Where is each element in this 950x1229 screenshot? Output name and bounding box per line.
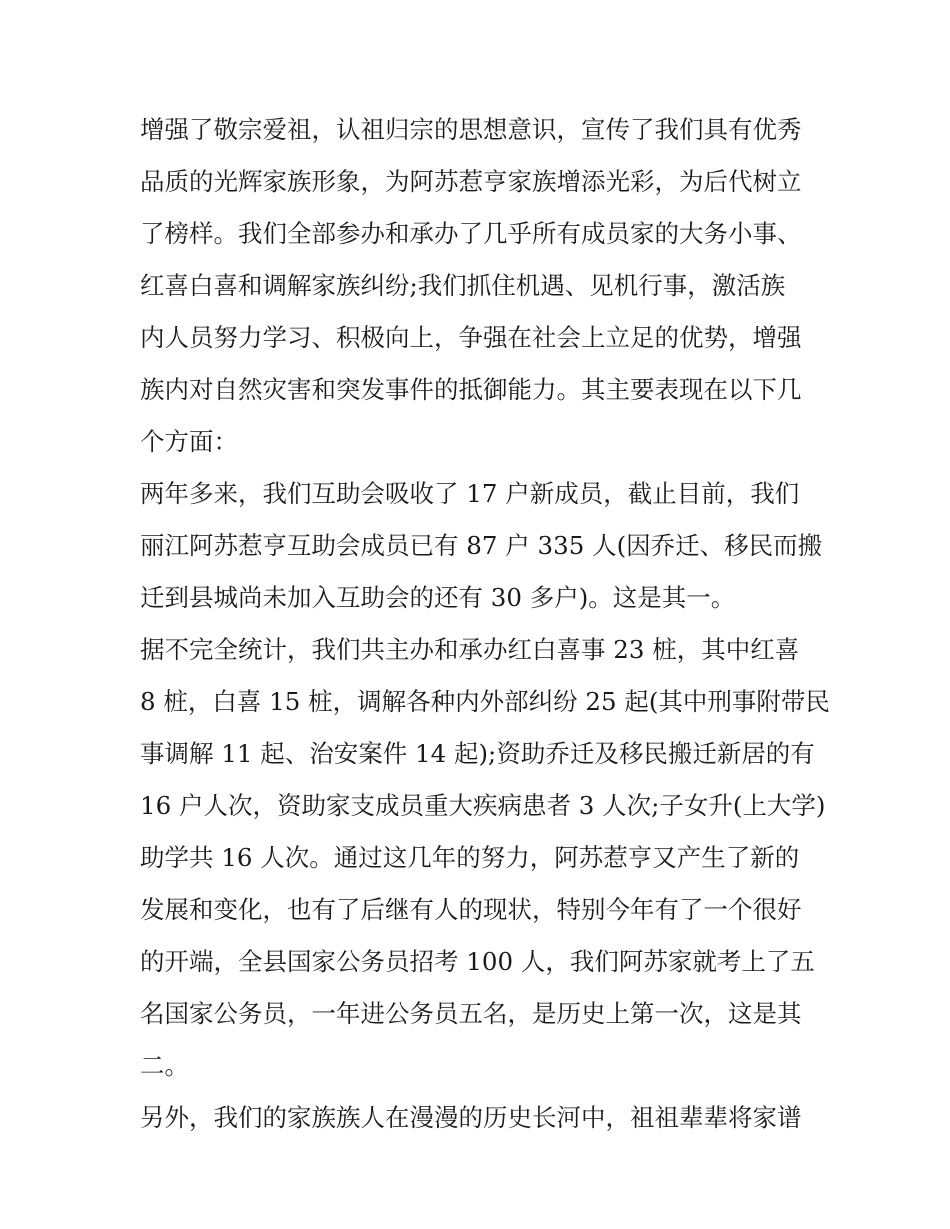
text-line: 族内对自然灾害和突发事件的抵御能力。其主要表现在以下几 (140, 375, 802, 404)
text-line: 另外，我们的家族族人在漫漫的历史长河中，祖祖辈辈将家谱 (140, 1103, 802, 1132)
text-line: 二。 (140, 1051, 189, 1080)
text-line: 16 户人次，资助家支成员重大疾病患者 3 人次;子女升(上大学) (140, 791, 826, 820)
document-body (140, 104, 830, 1144)
text-line: 品质的光辉家族形象，为阿苏惹亨家族增添光彩，为后代树立 (140, 167, 802, 196)
text-line: 据不完全统计，我们共主办和承办红白喜事 23 桩，其中红喜 (140, 635, 800, 664)
text-line: 名国家公务员，一年进公务员五名，是历史上第一次，这是其 (140, 999, 802, 1028)
text-line: 红喜白喜和调解家族纠纷;我们抓住机遇、见机行事，激活族 (140, 271, 786, 300)
text-line: 事调解 11 起、治安案件 14 起);资助乔迁及移民搬迁新居的有 (140, 739, 815, 768)
text-line: 了榜样。我们全部参办和承办了几乎所有成员家的大务小事、 (140, 219, 802, 248)
text-line: 发展和变化，也有了后继有人的现状，特别今年有了一个很好 (140, 895, 802, 924)
text-line: 助学共 16 人次。通过这几年的努力，阿苏惹亨又产生了新的 (140, 843, 800, 872)
text-line: 内人员努力学习、积极向上，争强在社会上立足的优势，增强 (140, 323, 802, 352)
text-line: 丽江阿苏惹亨互助会成员已有 87 户 335 人(因乔迁、移民而搬 (140, 531, 823, 560)
text-line: 增强了敬宗爱祖，认祖归宗的思想意识，宣传了我们具有优秀 (140, 115, 802, 144)
text-line: 两年多来，我们互助会吸收了 17 户新成员，截止目前，我们 (140, 479, 800, 508)
text-line: 迁到县城尚未加入互助会的还有 30 多户)。这是其一。 (140, 583, 736, 612)
text-line: 个方面： (140, 427, 238, 456)
text-line: 的开端，全县国家公务员招考 100 人，我们阿苏家就考上了五 (140, 947, 815, 976)
text-line: 8 桩，白喜 15 桩，调解各种内外部纠纷 25 起(其中刑事附带民 (140, 687, 830, 716)
